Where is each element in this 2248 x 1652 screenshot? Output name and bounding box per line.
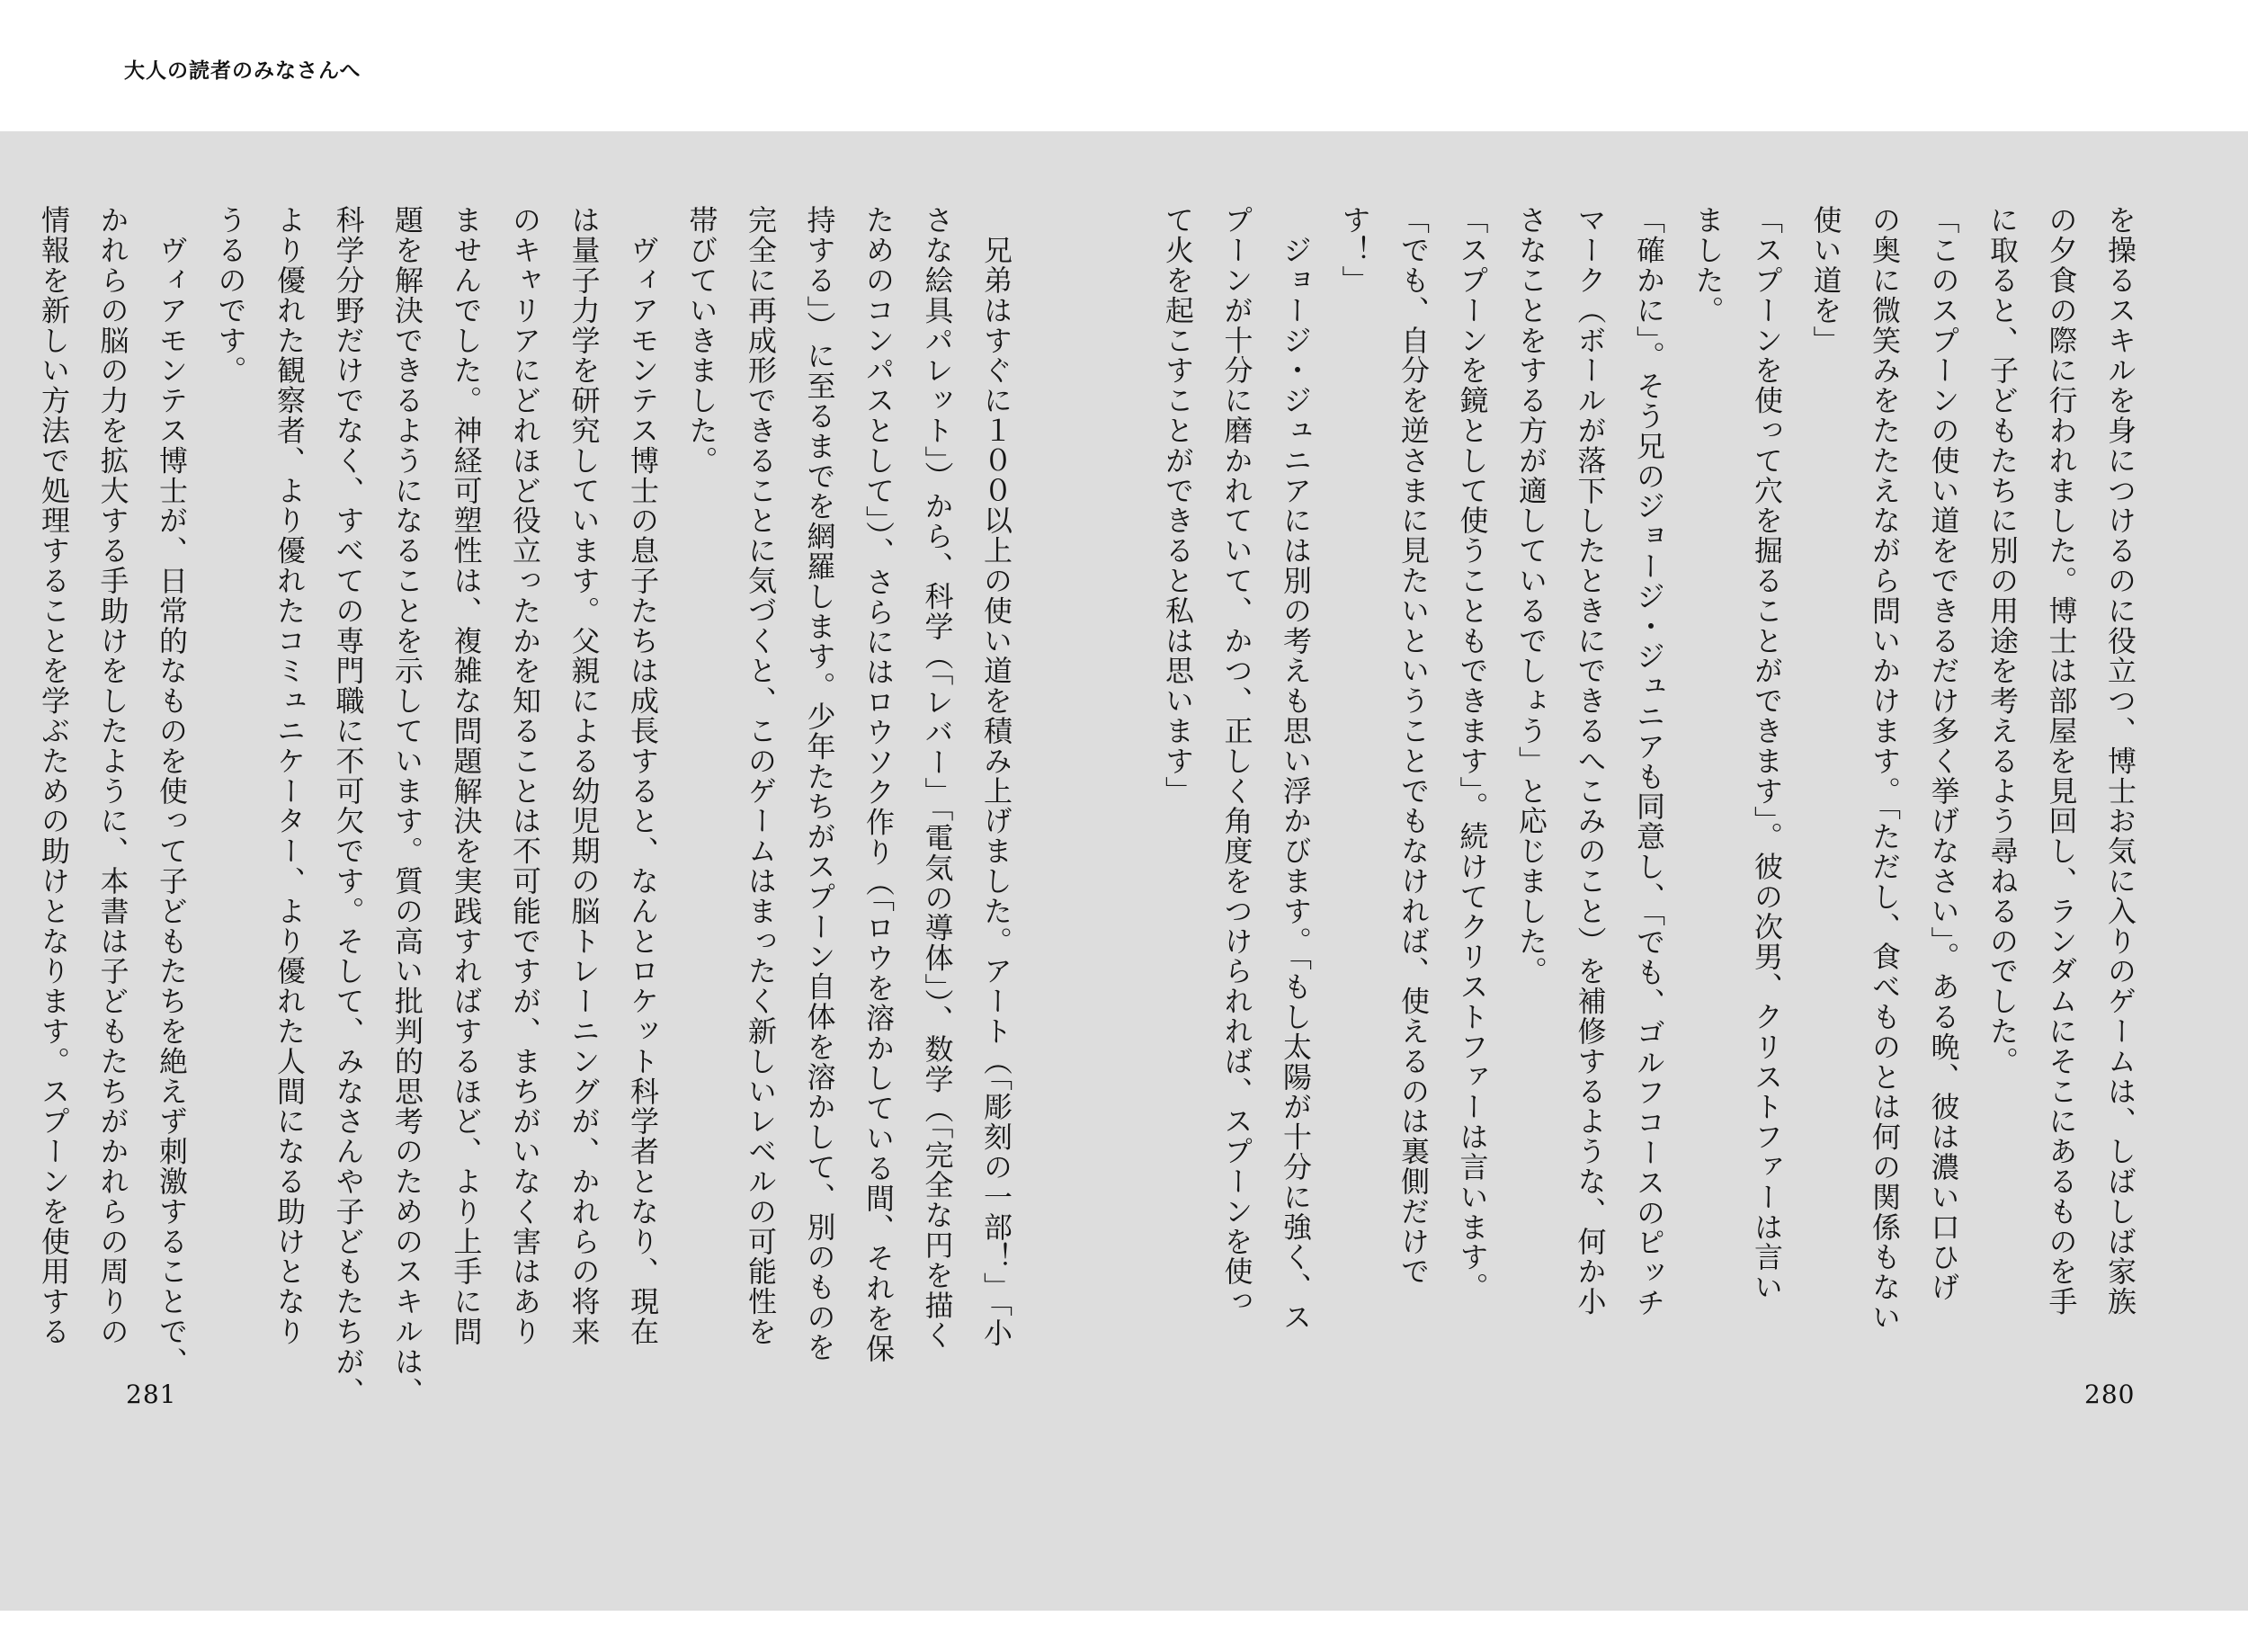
- paragraph: 「スプーンを使って穴を掘ることができます」。彼の次男、クリストファーは言い ました。: [1690, 205, 1784, 1302]
- left-page-text: [37, 205, 1025, 1455]
- page-number-left: 281: [126, 1380, 177, 1409]
- right-page-text: [1161, 205, 2149, 1455]
- running-header: [0, 0, 2248, 131]
- chapter-title: 大人の読者のみなさんへ: [124, 59, 361, 83]
- paragraph: 兄弟はすぐに１００以上の使い道を積み上げました。アート（「彫刻の一部！」「小 さな絵具パレット」）から、科学（「レバー」「電気の導体」）、数学（「完全な円を描く ためのコンパスとして」）、さらにはロウソク作り（「ロウを溶かしている間、それを保 持する」）に至るまでを網羅します。少年たちがスプーン自体を溶かして、別のものを 完全に再成形できることに気づくと、このゲームはまったく新しいレベルの可能性を 帯びていきました。: [684, 205, 1013, 1363]
- paragraph: 「確かに」。そう兄のジョージ・ジュニアも同意し、「でも、ゴルフコースのピッチ マーク（ボールが落下したときにできるへこみのこと）を補修するような、何か小 さなことをする方が適しているでしょう」と応じました。: [1514, 205, 1666, 1318]
- paragraph: 「このスプーンの使い道をできるだけ多く挙げなさい」。ある晩、彼は濃い口ひげ の奥に微笑みをたたえながら問いかけます。「ただし、食べものとは何の関係もない 使い道を」: [1808, 205, 1961, 1333]
- paragraph: ジョージ・ジュニアには別の考えも思い浮かびます。「もし太陽が十分に強く、ス プーンが十分に磨かれていて、かつ、正しく角度をつけられれば、スプーンを使っ て火を起こすことができると私は思います」: [1161, 205, 1313, 1333]
- paragraph: 「スプーンを鏡として使うこともできます」。続けてクリストファーは言います。 「でも、自分を逆さまに見たいということでもなければ、使えるのは裏側だけで す！」: [1337, 205, 1490, 1302]
- paragraph: ヴィアモンテス博士の息子たちは成長すると、なんとロケット科学者となり、現在 は量子力学を研究しています。父親による幼児期の脳トレーニングが、かれらの将来 のキャリアにどれほど役立ったかを知ることは不可能ですが、まちがいなく害はあり ませんでした。神経可塑性は、複雑な問題解決を実践すればするほど、より上手に問 題を解決できるようになることを示しています。質の高い批判的思考のためのスキルは、 科学分野だけでなく、すべての専門職に不可欠です。そして、みなさんや子どもたちが、 より優れた観察者、より優れたコミュニケーター、より優れた人間になる助けとなり うるのです。: [213, 205, 660, 1406]
- page-number-right: 280: [2084, 1380, 2136, 1409]
- paragraph: ヴィアモンテス博士が、日常的なものを使って子どもたちを絶えず刺激することで、 かれらの脳の力を拡大する手助けをしたように、本書は子どもたちがかれらの周りの 情報を新しい方法で処理することを学ぶための助けとなります。スプーンを使用する: [37, 205, 189, 1377]
- paragraph: を操るスキルを身につけるのに役立つ、博士お気に入りのゲームは、しばしば家族 の夕食の際に行われました。博士は部屋を見回し、ランダムにそこにあるものを手 に取ると、子どもたちに別の用途を考えるよう尋ねるのでした。: [1985, 205, 2137, 1317]
